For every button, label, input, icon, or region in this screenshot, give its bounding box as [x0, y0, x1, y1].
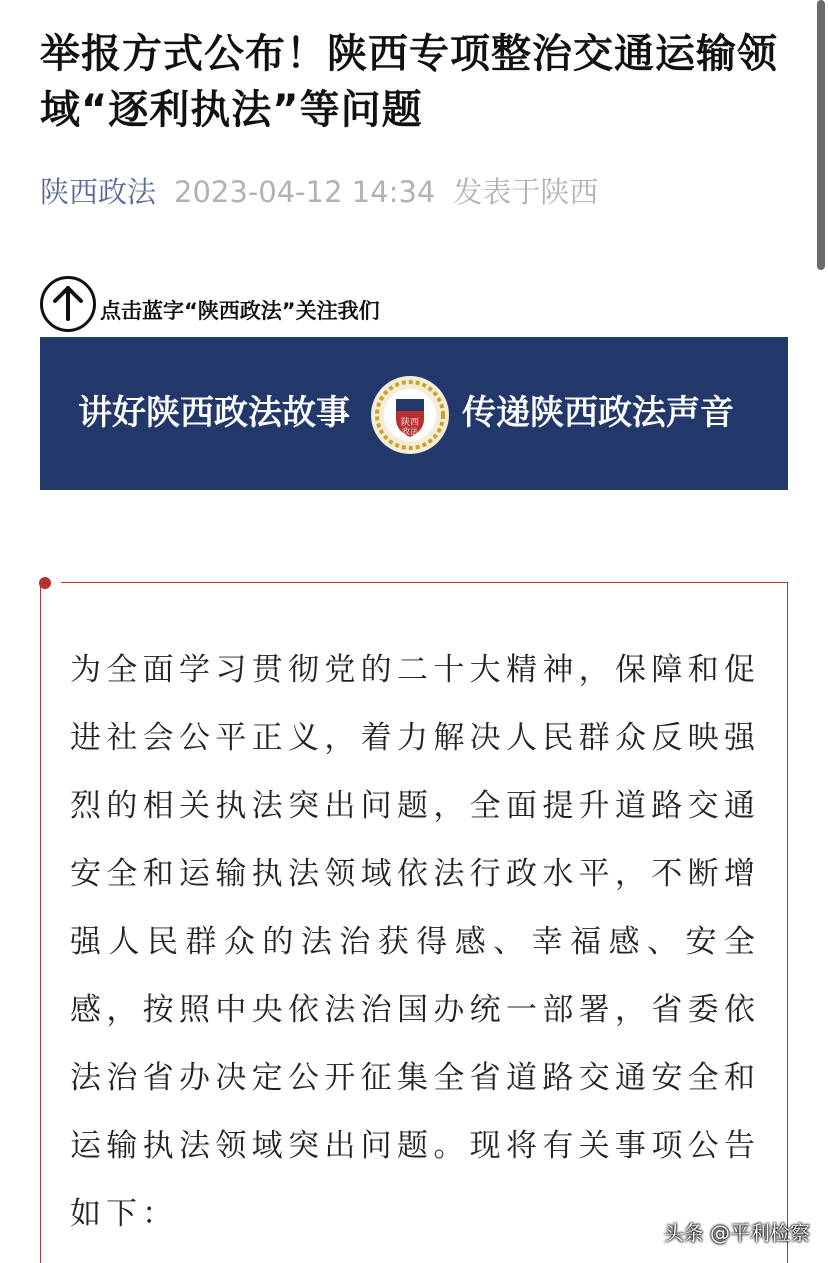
article-meta: [40, 170, 598, 214]
watermark: 头条 @平利检察: [663, 1221, 810, 1245]
scrollbar[interactable]: [817, 0, 825, 270]
arrow-up-circle-icon: [40, 276, 96, 332]
publish-time: 2023-04-12 14:34: [174, 175, 436, 209]
banner: [40, 337, 788, 490]
frame-dot: [39, 577, 51, 589]
body-paragraph: 为全面学习贯彻党的二十大精神，保障和促进社会公平正义，着力解决人民群众反映强烈的相关执法突出问题，全面提升道路交通安全和运输执法领域依法行政水平，不断增强人民群众的法治获得感、幸福感、安全感，按照中央依法治国办统一部署，省委依法治省办决定公开征集全省道路交通安全和运输执法领域突出问题。现将有关事项公告如下：: [70, 652, 760, 1232]
emblem-badge-icon: [370, 375, 450, 455]
svg-text:陕西: 陕西: [400, 418, 420, 428]
article-title: 举报方式公布！陕西专项整治交通运输领域“逐利执法”等问题: [40, 31, 778, 133]
follow-text: 点击蓝字“陕西政法”关注我们: [100, 299, 380, 323]
banner-left-text: 讲好陕西政法故事: [78, 393, 350, 433]
publish-location: 发表于陕西: [453, 175, 599, 209]
banner-right-text: 传递陕西政法声音: [462, 393, 734, 433]
frame-gap: [51, 575, 61, 589]
author-link[interactable]: 陕西政法: [40, 175, 157, 209]
svg-text:政法: 政法: [402, 427, 418, 436]
